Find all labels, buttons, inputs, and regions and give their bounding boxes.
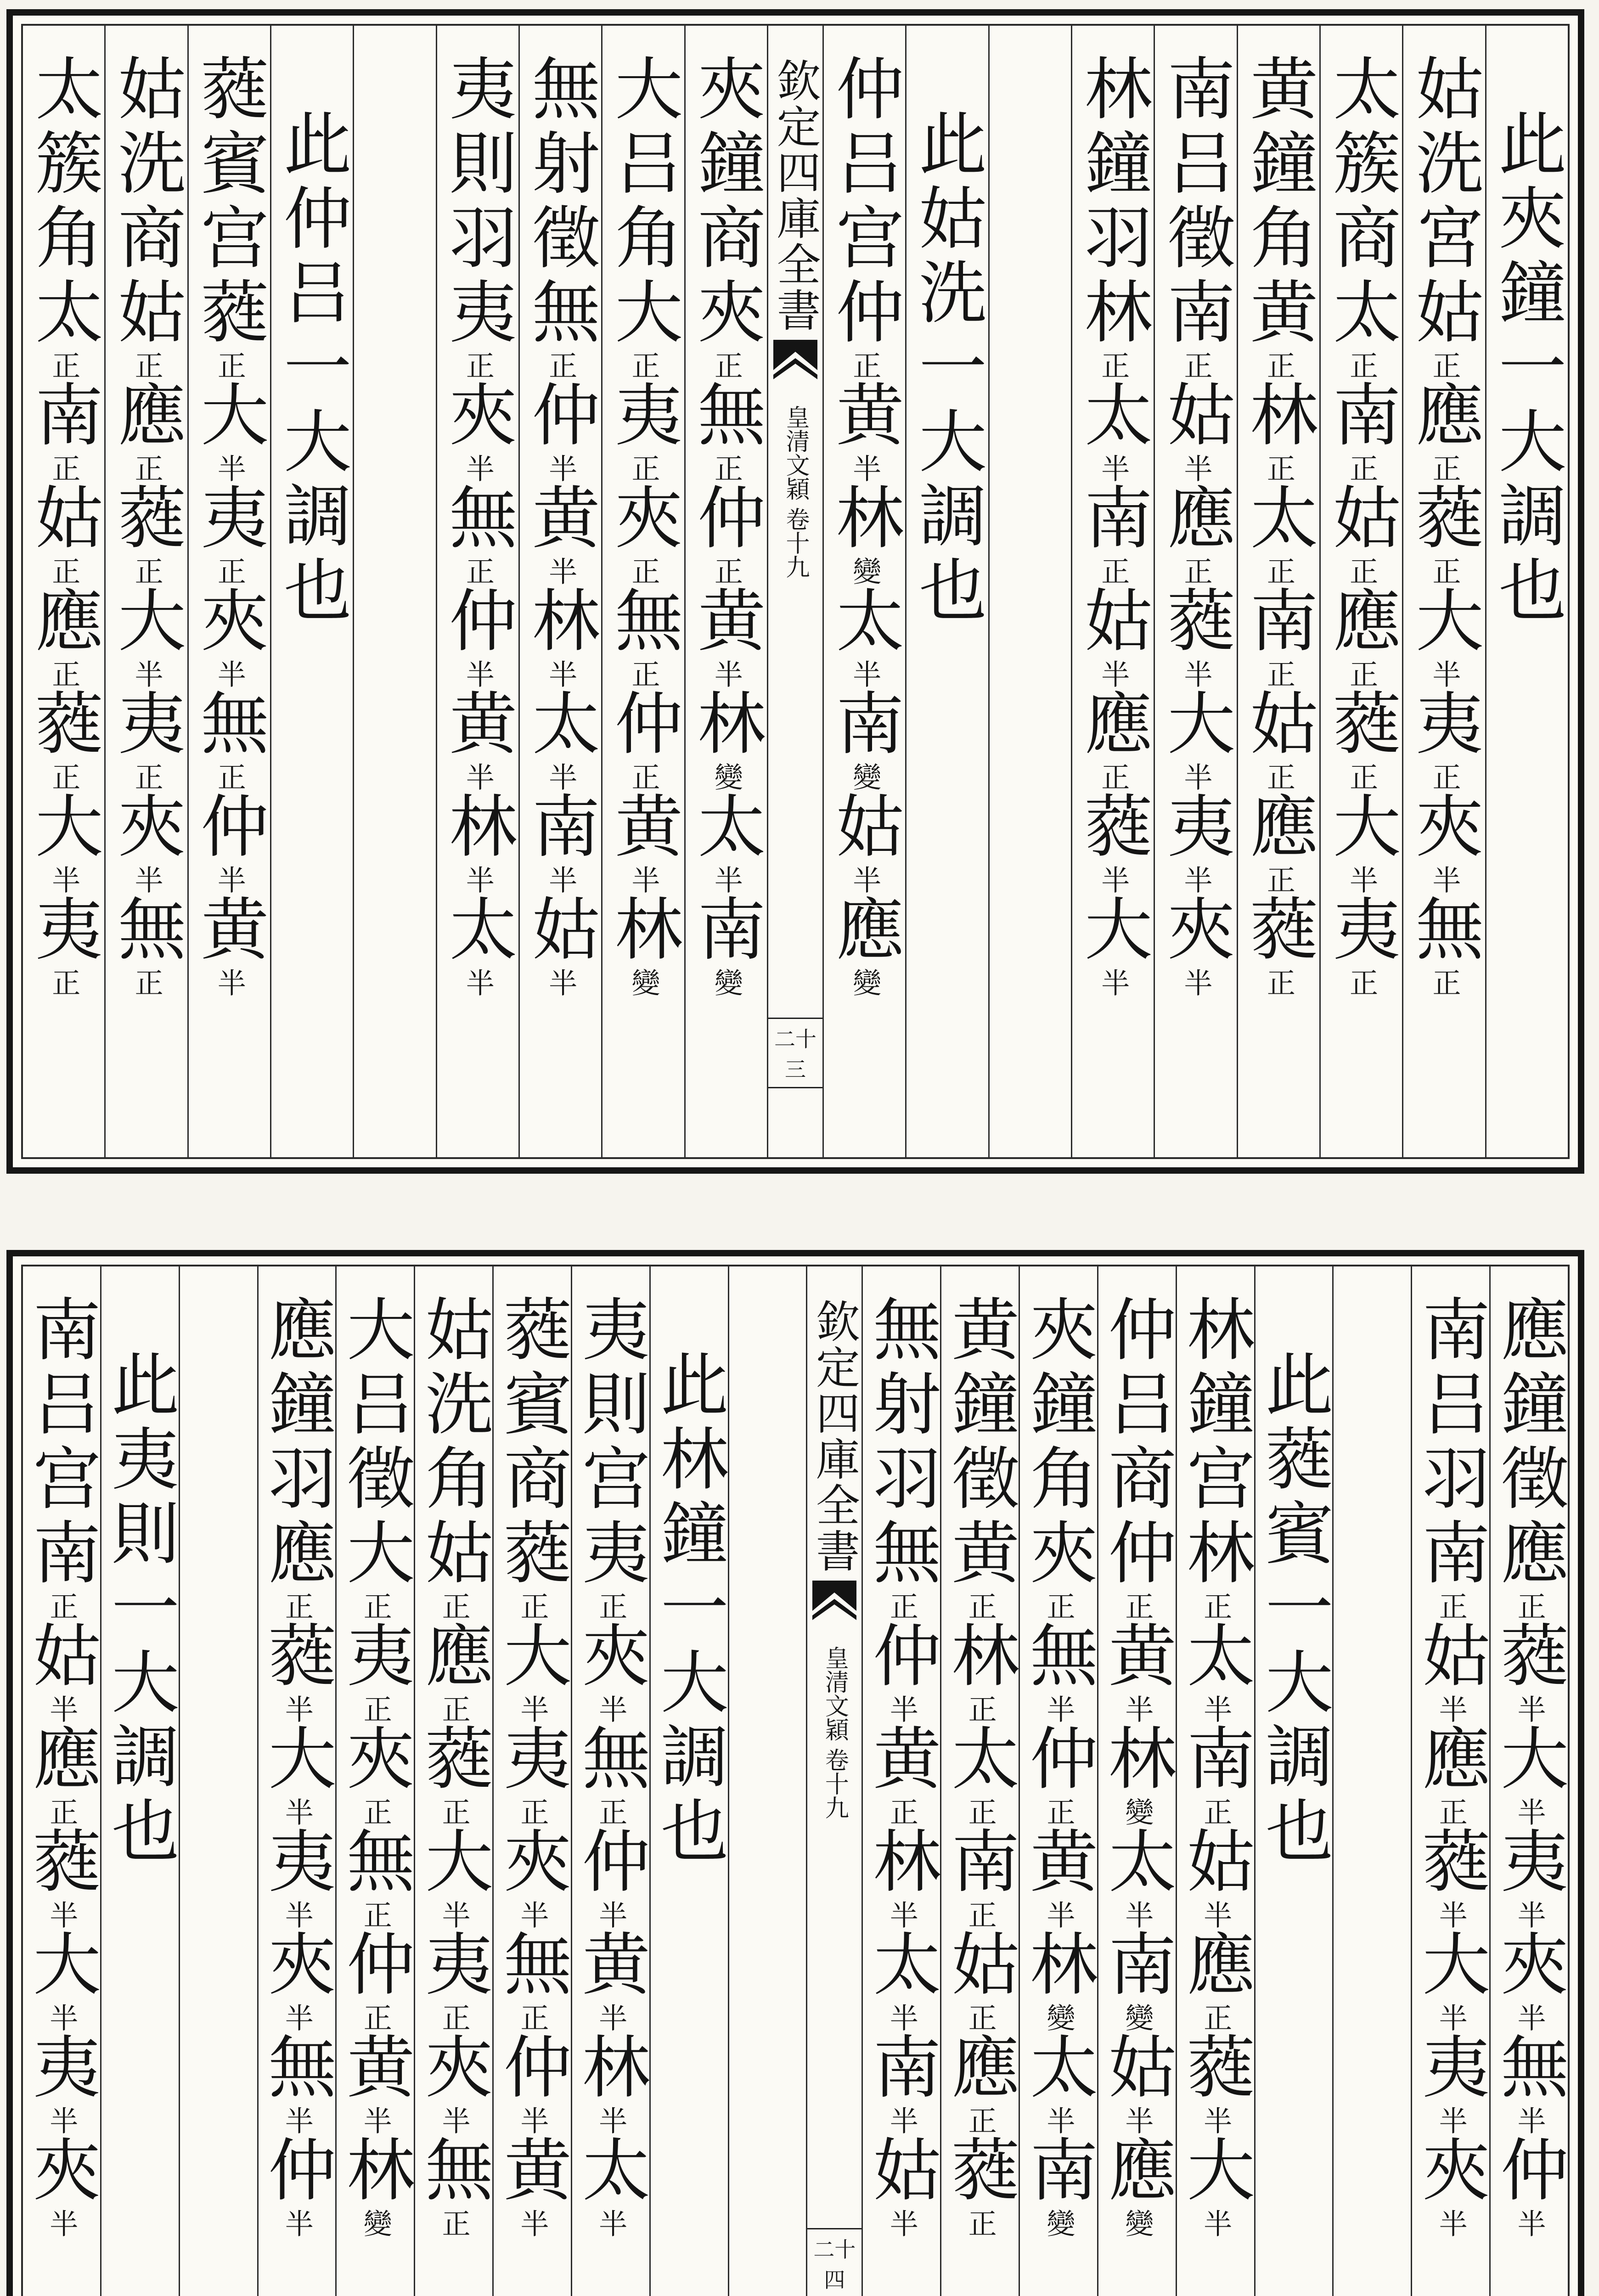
text-column [179,1266,257,2296]
column-text: 林鐘羽林正太半南正姑半應正蕤半大半 [1073,53,1153,996]
column-text: 仲吕商仲正黄半林變太半南變姑半應變 [1097,1294,1177,2237]
column-text: 此蕤賓一大調也 [1254,1349,1334,1870]
page-frame [21,1265,1570,2296]
text-column [684,26,767,1157]
text-column [1176,1266,1254,2296]
text-column [1097,1266,1176,2296]
text-column [23,1266,100,2296]
leaf-number: 二十三 [768,1018,822,1088]
text-column [1071,26,1154,1157]
text-column [1154,26,1236,1157]
text-column [1332,1266,1411,2296]
column-text: 黄鐘徵黄正林正太正南正姑正應正蕤正 [940,1294,1020,2237]
text-column [905,26,988,1157]
column-text: 夷則宫夷正夾半無正仲半黄半林半太半 [571,1294,650,2237]
text-column [988,26,1071,1157]
text-column [518,26,601,1157]
book-title: 皇清文穎 [782,405,810,501]
fish-tail-mark-icon [772,340,818,391]
text-column [940,1266,1019,2296]
column-text: 此林鐘一大調也 [649,1349,729,1870]
column-text: 夾鐘角夾正無半仲正黄半林變太半南變 [1019,1294,1098,2237]
column-text: 夾鐘商夾正無正仲正黄半林變太半南變 [687,53,766,996]
column-text: 蕤賓商蕤正大半夷正夾半無正仲半黄半 [492,1294,572,2237]
column-text: 大吕徵大正夷正夾正無正仲正黄半林變 [336,1294,415,2237]
text-column [436,26,518,1157]
fish-tail-mark-icon [811,1581,857,1632]
column-text: 應鐘徵應正蕤半大半夷半夾半無半仲半 [1490,1294,1569,2237]
column-text: 夷則羽夷正夾半無正仲半黄半林半太半 [438,53,518,996]
text-column [104,26,187,1157]
book-page-top [6,9,1584,1174]
text-column [270,26,353,1157]
column-text: 蕤賓宫蕤正大半夷正夾半無正仲半黄半 [190,53,269,996]
text-column [822,26,905,1157]
text-column [100,1266,179,2296]
column-text: 姑洗角姑正應正蕤正大半夷正夾半無正 [414,1294,494,2237]
leaf-number: 二十四 [807,2228,861,2296]
text-column [257,1266,336,2296]
text-column [1319,26,1402,1157]
chapter-number: 卷十九 [821,1748,849,1819]
column-text: 太簇角太正南正姑正應正蕤正大半夷正 [24,53,103,996]
text-column [1254,1266,1333,2296]
text-column [601,26,684,1157]
column-text: 此夷則一大調也 [100,1349,180,1870]
chapter-number: 卷十九 [782,507,810,579]
column-text: 姑洗商姑正應正蕤正大半夷正夾半無正 [107,53,186,996]
text-column [187,26,270,1157]
column-text: 黄鐘角黄正林正太正南正姑正應正蕤正 [1239,53,1318,996]
text-column [1411,1266,1489,2296]
center-banner [806,1266,861,2296]
column-text: 大吕角大正夷正夾正無正仲正黄半林變 [604,53,683,996]
column-text: 姑洗宮姑正應正蕤正大半夷正夾半無正 [1405,53,1484,996]
column-text: 此姑洗一大調也 [908,108,987,629]
column-text: 無射徵無正仲半黄半林半太半南半姑半 [521,53,600,996]
text-column [353,26,435,1157]
column-text: 太簇商太正南正姑正應正蕤正大半夷正 [1322,53,1401,996]
column-text: 南吕羽南正姑半應正蕤半大半夷半夾半 [1411,1294,1491,2237]
book-title: 皇清文穎 [821,1646,849,1741]
column-text: 應鐘羽應正蕤半大半夷半夾半無半仲半 [257,1294,337,2237]
text-column [649,1266,728,2296]
text-column [1019,1266,1097,2296]
column-text: 林鐘宫林正太半南正姑半應正蕤半大半 [1176,1294,1255,2237]
text-column [861,1266,940,2296]
text-column [1237,26,1319,1157]
text-column [335,1266,414,2296]
collection-title: 欽定四庫全書 [770,58,822,333]
column-text: 南吕宫南正姑半應正蕤半大半夷半夾半 [22,1294,101,2237]
text-column [728,1266,806,2296]
text-column [414,1266,492,2296]
text-column [23,26,104,1157]
text-column [571,1266,649,2296]
text-column [492,1266,571,2296]
book-page-bottom [6,1250,1584,2296]
page-frame [21,24,1570,1159]
column-text: 此仲吕一大調也 [272,108,352,629]
collection-title: 欽定四庫全書 [809,1299,861,1574]
text-column [1402,26,1485,1157]
column-text: 此夾鐘一大調也 [1487,108,1567,629]
column-text: 南吕徵南正姑半應正蕤半大半夷半夾半 [1156,53,1236,996]
text-column [1489,1266,1568,2296]
column-text: 仲吕宫仲正黄半林變太半南變姑半應變 [825,53,904,996]
column-text: 無射羽無正仲半黄正林半太半南半姑半 [862,1294,941,2237]
text-column [1485,26,1568,1157]
center-banner [767,26,822,1157]
